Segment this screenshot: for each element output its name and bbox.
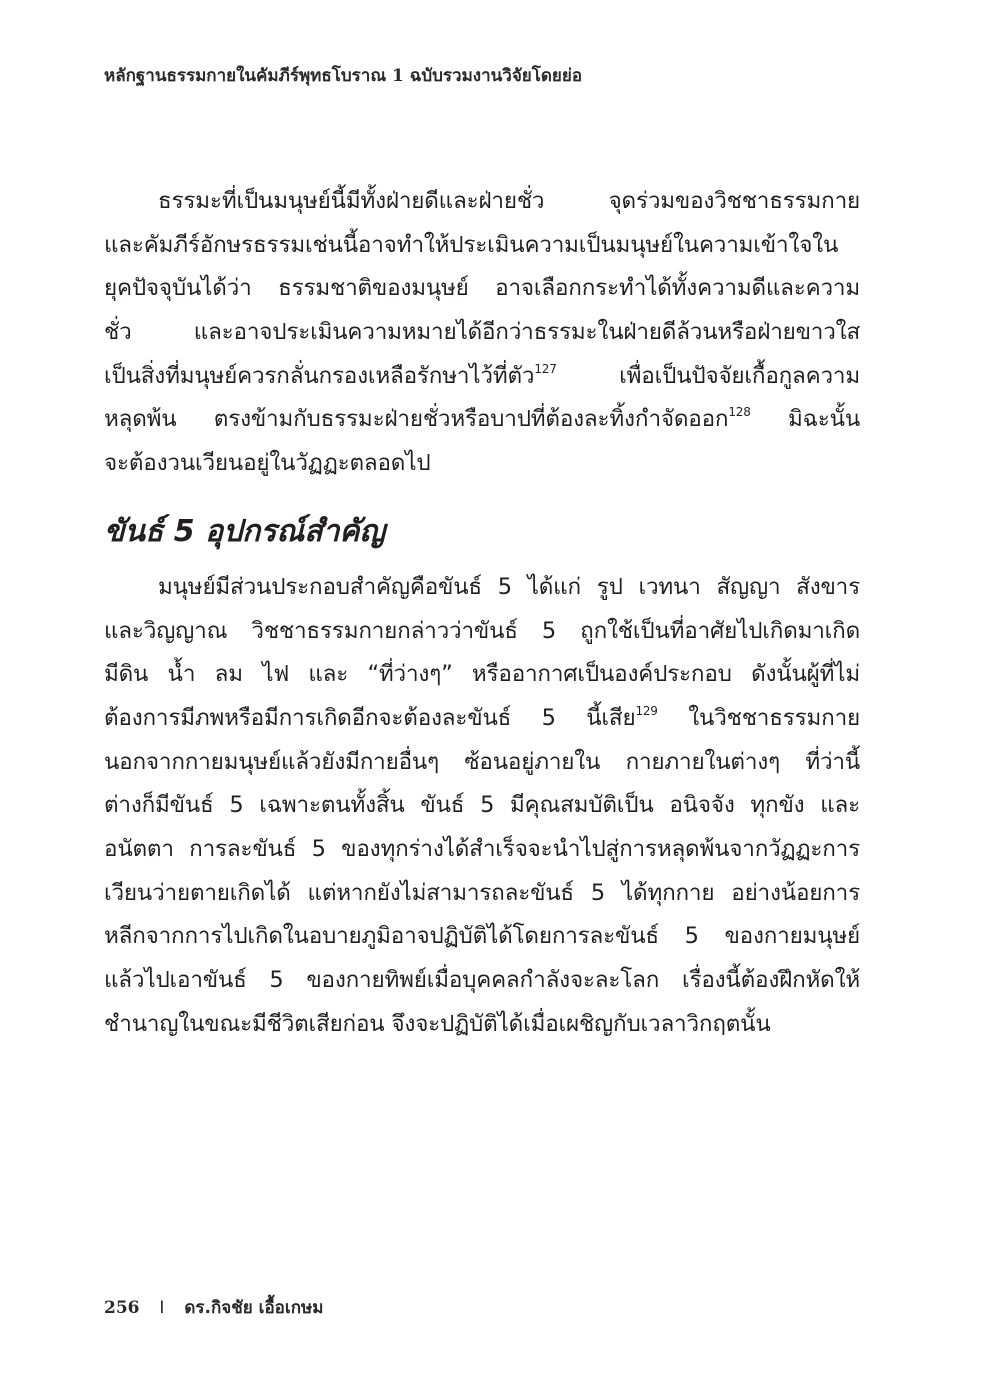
footnote-ref-128: 128 xyxy=(728,405,751,420)
paragraph-line: ต่างก็มีขันธ์ 5 เฉพาะตนทั้งสิ้น ขันธ์ 5 มีคุณสมบัติเป็น อนิจจัง ทุกขัง และ xyxy=(104,792,860,819)
paragraph-line: มีดิน น้ำ ลม ไฟ และ “ที่ว่างๆ” หรืออากาศเป็นองค์ประกอบ ดังนั้นผู้ที่ไม่ xyxy=(104,661,860,688)
line-text: ต้องการมีภพหรือมีการเกิดอีกจะต้องละขันธ์ 5 นี้เสีย xyxy=(104,704,636,731)
running-header-title: หลักฐานธรรมกายในคัมภีร์พุทธโบราณ 1 ฉบับรวมงานวิจัยโดยย่อ xyxy=(104,66,583,86)
paragraph-khandha xyxy=(104,566,860,1047)
paragraph-line: หลีกจากการไปเกิดในอบายภูมิอาจปฏิบัติได้โดยการละขันธ์ 5 ของกายมนุษย์ xyxy=(104,923,860,950)
paragraph-line: เวียนว่ายตายเกิดได้ แต่หากยังไม่สามารถละขันธ์ 5 ได้ทุกกาย อย่างน้อยการ xyxy=(104,879,860,906)
section-heading: ขันธ์ 5 อุปกรณ์สำคัญ xyxy=(104,513,386,549)
paragraph-line: ธรรมะที่เป็นมนุษย์นี้มีทั้งฝ่ายดีและฝ่ายชั่ว จุดร่วมของวิชชาธรรมกาย xyxy=(158,188,860,214)
paragraph-line-with-footnote xyxy=(104,697,860,741)
footnote-ref-127: 127 xyxy=(534,361,557,376)
paragraph-line: และวิญญาณ วิชชาธรรมกายกล่าวว่าขันธ์ 5 ถูกใช้เป็นที่อาศัยไปเกิดมาเกิด xyxy=(104,617,860,644)
line-text: มิฉะนั้น xyxy=(750,406,860,433)
page-body xyxy=(104,180,860,1046)
paragraph-line: ชำนาญในขณะมีชีวิตเสียก่อน จึงจะปฏิบัติได้เมื่อเผชิญกับเวลาวิกฤตนั้น xyxy=(104,1010,771,1037)
page-number: 256 xyxy=(104,1298,140,1318)
paragraph-line-with-footnote xyxy=(104,355,860,399)
line-text: ในวิชชาธรรมกาย xyxy=(657,704,860,731)
paragraph-line: แล้วไปเอาขันธ์ 5 ของกายทิพย์เมื่อบุคคลกำลังจะละโลก เรื่องนี้ต้องฝึกหัดให้ xyxy=(104,967,860,993)
footer-separator: I xyxy=(159,1298,165,1318)
line-text: เป็นสิ่งที่มนุษย์ควรกลั่นกรองเหลือรักษาไว้ที่ตัว xyxy=(104,362,535,389)
paragraph-line: นอกจากกายมนุษย์แล้วยังมีกายอื่นๆ ซ้อนอยู่ภายใน กายภายในต่างๆ ที่ว่านี้ xyxy=(104,748,860,775)
paragraph-line: อนัตตา การละขันธ์ 5 ของทุกร่างได้สำเร็จจะนำไปสู่การหลุดพ้นจากวัฏฏะการ xyxy=(104,835,860,862)
line-text: เพื่อเป็นปัจจัยเกื้อกูลความ xyxy=(556,362,860,389)
paragraph-line: ชั่ว และอาจประเมินความหมายได้อีกว่าธรรมะในฝ่ายดีล้วนหรือฝ่ายขาวใส xyxy=(104,319,860,346)
paragraph-line: ยุคปัจจุบันได้ว่า ธรรมชาติของมนุษย์ อาจเลือกกระทำได้ทั้งความดีและความ xyxy=(104,275,860,302)
footnote-ref-129: 129 xyxy=(635,703,658,718)
line-text: หลุดพ้น ตรงข้ามกับธรรมะฝ่ายชั่วหรือบาปที่ต้องละทิ้งกำจัดออก xyxy=(104,406,729,433)
paragraph-line-with-footnote xyxy=(104,398,860,442)
paragraph-line: มนุษย์มีส่วนประกอบสำคัญคือขันธ์ 5 ได้แก่ รูป เวทนา สัญญา สังขาร xyxy=(158,573,860,600)
paragraph-line: จะต้องวนเวียนอยู่ในวัฏฏะตลอดไป xyxy=(104,450,431,477)
page-footer xyxy=(104,1294,323,1321)
author-name: ดร.กิจชัย เอื้อเกษม xyxy=(184,1298,324,1318)
paragraph-humanity xyxy=(104,180,860,486)
paragraph-line: และคัมภีร์อักษรธรรมเช่นนี้อาจทำให้ประเมินความเป็นมนุษย์ในความเข้าใจใน xyxy=(104,231,839,258)
